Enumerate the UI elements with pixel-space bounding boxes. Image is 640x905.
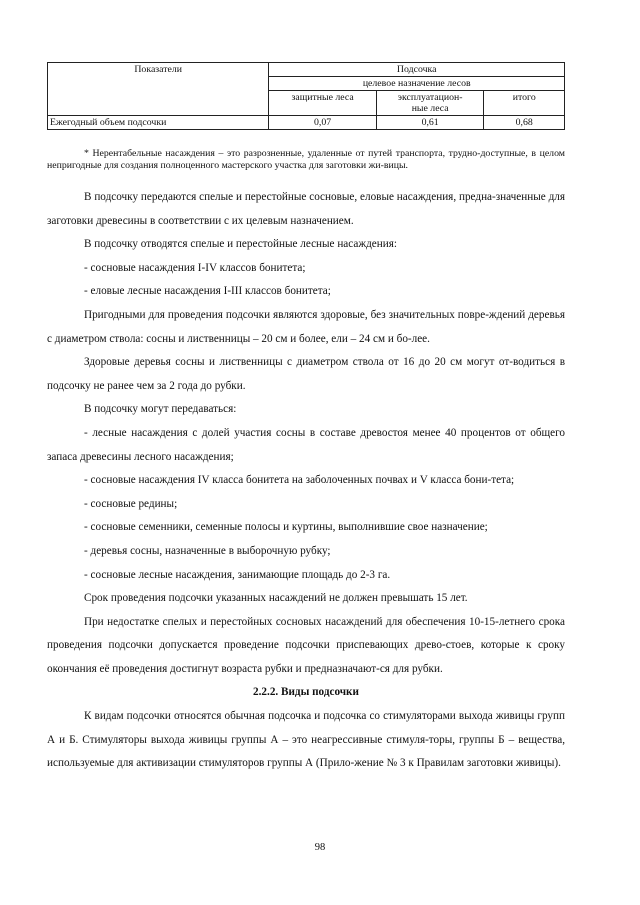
table-header-subgroup: целевое назначение лесов: [269, 77, 565, 91]
body-text: [47, 186, 565, 776]
table-header-group: Подсочка: [269, 63, 565, 77]
paragraph: В подсочку передаются спелые и перестойные сосновые, еловые насаждения, предна-значенные для заготовки древесины в соответствии с их целевым назначением.: [47, 191, 565, 227]
table-cell: 0,61: [376, 116, 484, 130]
table-row: [48, 116, 565, 130]
footnote: [47, 148, 565, 173]
paragraph: Пригодными для проведения подсочки являются здоровые, без значительных повре-ждений деревья с диаметром ствола: сосны и лиственницы – 20 см и более, ели – 24 см и бо-лее.: [47, 308, 565, 345]
table-row-label: Ежегодный объем подсочки: [48, 116, 269, 130]
table-column-header: защитные леса: [269, 91, 376, 116]
paragraph: Здоровые деревья сосны и лиственницы с диаметром ствола от 16 до 20 см могут от-водиться в подсочку не ранее чем за 2 года до рубки.: [47, 356, 565, 392]
page-number: 98: [314, 842, 326, 853]
footnote-text: * Нерентабельные насаждения – это разрозненные, удаленные от путей транспорта, трудно-доступные, в целом непригодные для создания полноценного мастерского участка для заготовки жи-вицы.: [47, 148, 565, 172]
paragraph: В подсочку отводятся спелые и перестойные лесные насаждения:: [84, 238, 397, 251]
list-item: - деревья сосны, назначенные в выборочную рубку;: [84, 544, 331, 557]
paragraph: При недостатке спелых и перестойных сосновых насаждений для обеспечения 10-15-летнего срока проведения подсочки допускается проведение подсочки приспевающих древо-стоев, которые к сроку окончания её проведения достигнут возраста рубки и предназначают-ся для рубки.: [47, 615, 565, 675]
table-column-header: итого: [484, 91, 565, 116]
paragraph: Срок проведения подсочки указанных насаждений не должен превышать 15 лет.: [84, 592, 468, 605]
list-item: - сосновые насаждения IV класса бонитета на заболоченных почвах и V класса бони-тета;: [84, 474, 515, 487]
table-cell: 0,07: [269, 116, 376, 130]
harvest-table: [47, 62, 565, 130]
list-item: - сосновые редины;: [84, 497, 178, 510]
paragraph: В подсочку могут передаваться:: [84, 403, 237, 416]
list-item: - еловые лесные насаждения I-III классов бонитета;: [84, 285, 331, 298]
table-header-indicators: Показатели: [48, 63, 269, 116]
list-item: - сосновые лесные насаждения, занимающие площадь до 2-3 га.: [84, 568, 391, 581]
paragraph: К видам подсочки относятся обычная подсочка и подсочка со стимуляторами выхода живицы групп А и Б. Стимуляторы выхода живицы группы А – это неагрессивные стимуля-торы, группы Б – вещества, используемые для активизации стимуляторов группы А (Прило-жение № 3 к Правилам заготовки живицы).: [47, 710, 565, 770]
list-item: - лесные насаждения с долей участия сосны в составе древостоя менее 40 процентов от общего запаса древесины лесного насаждения;: [47, 426, 565, 463]
list-item: - сосновые семенники, семенные полосы и куртины, выполнившие свое назначение;: [84, 521, 488, 534]
table-cell: 0,68: [484, 116, 565, 130]
list-item: - сосновые насаждения I-IV классов бонитета;: [84, 261, 306, 274]
table-column-header: эксплуатацион- ные леса: [376, 91, 484, 116]
section-heading: 2.2.2. Виды подсочки: [253, 686, 359, 699]
